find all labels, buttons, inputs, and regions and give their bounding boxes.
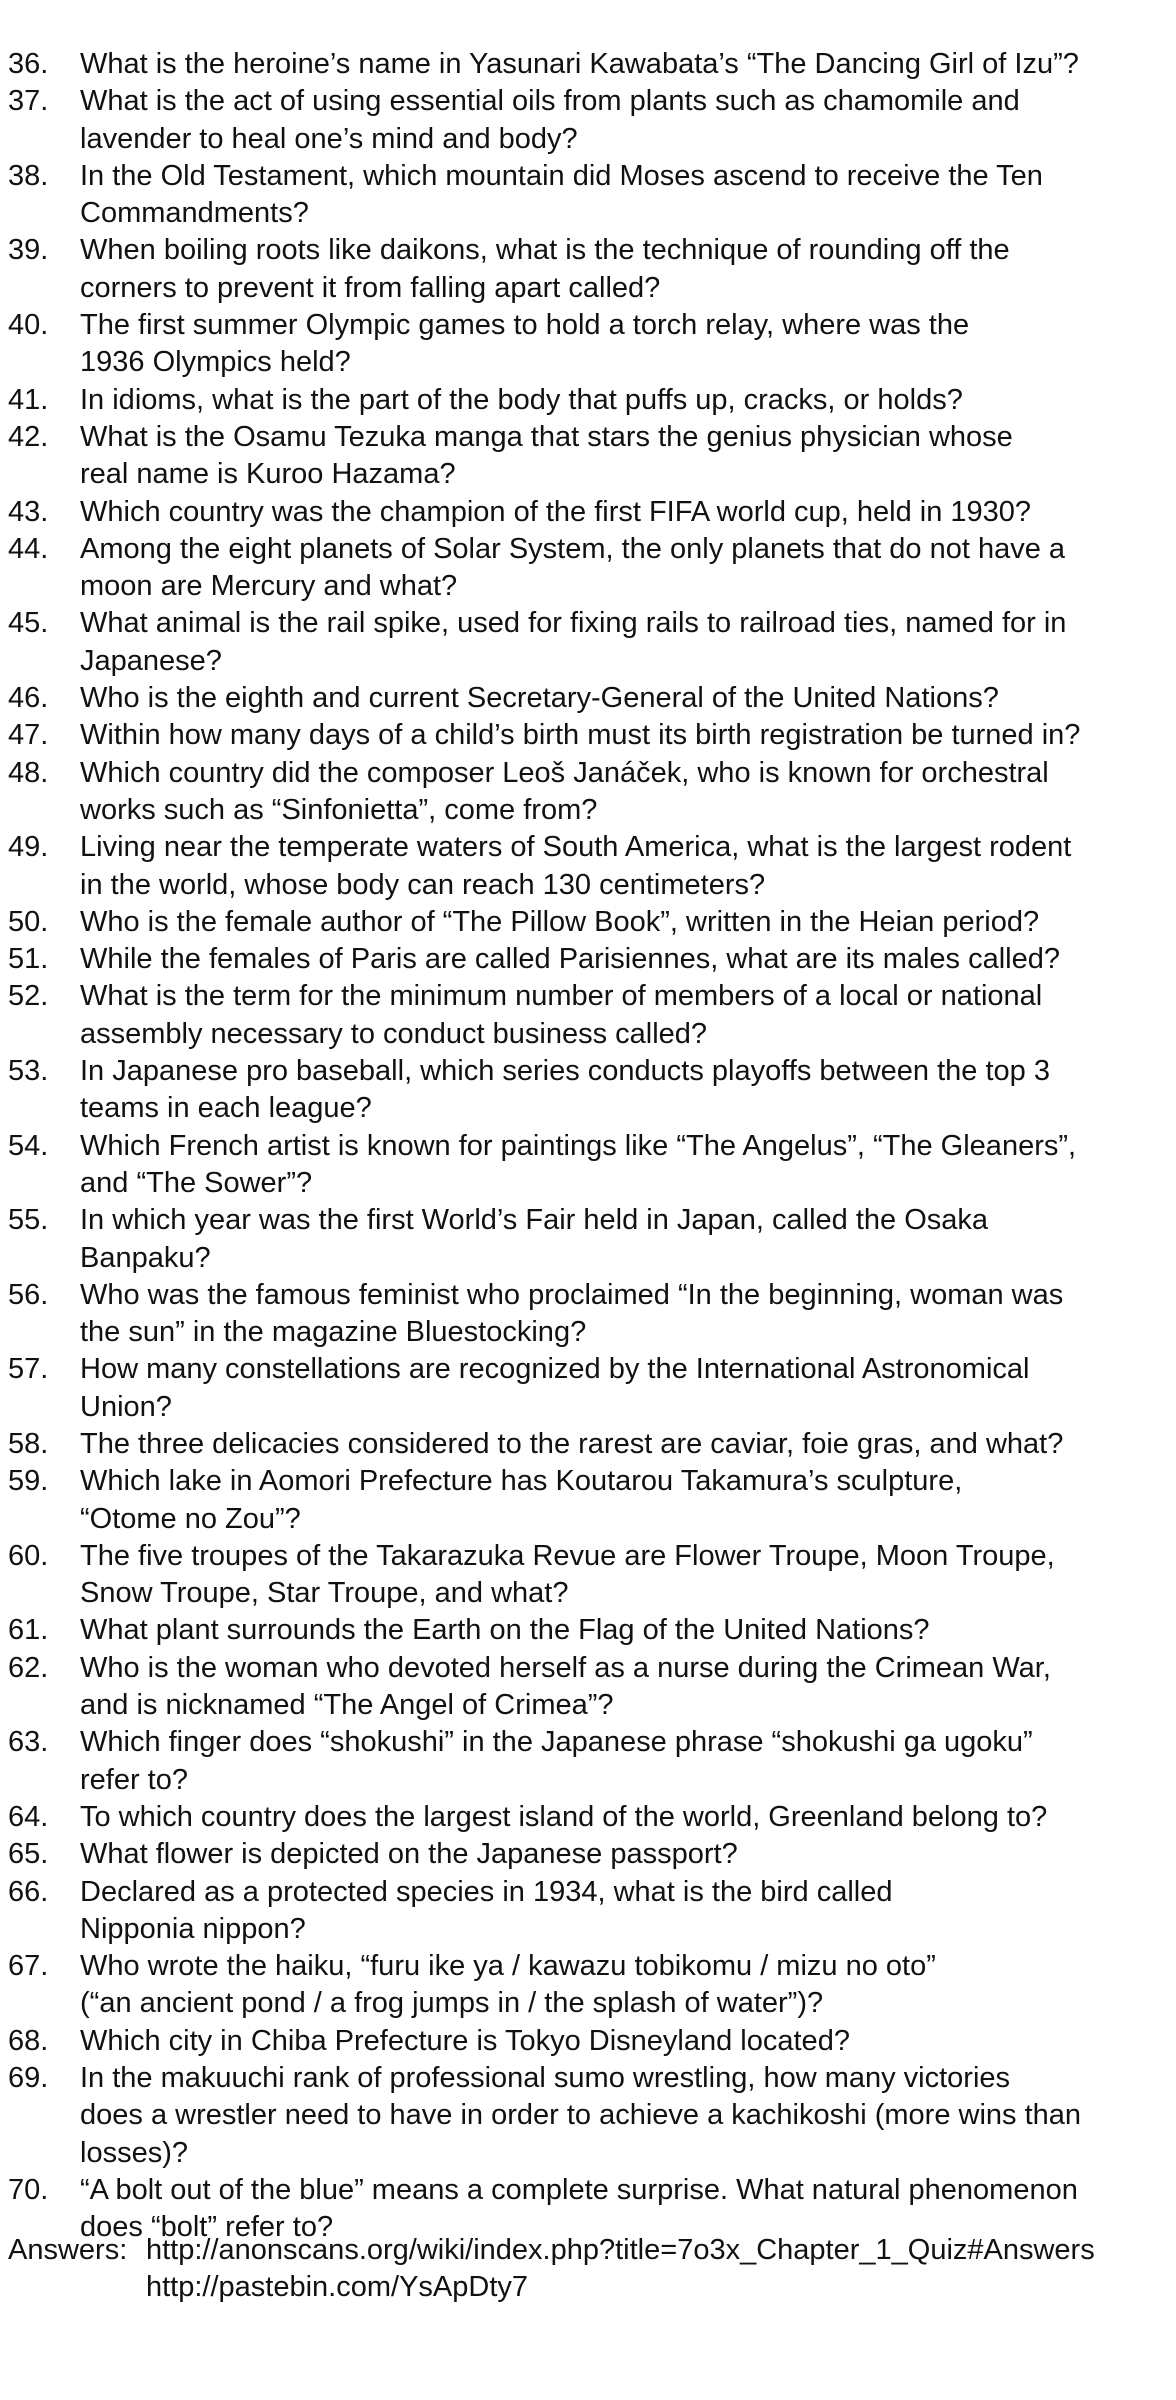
- question-text: In Japanese pro baseball, which series conducts playoffs between the top 3 teams in each league?: [80, 1055, 1050, 1125]
- question-text: When boiling roots like daikons, what is the technique of rounding off the corners to prevent it from falling apart called?: [80, 234, 1010, 304]
- question-text: “A bolt out of the blue” means a complete surprise. What natural phenomenon does “bolt” refer to?: [80, 2173, 1078, 2244]
- question-number: 55.: [8, 1204, 49, 1237]
- question-item: [8, 382, 1168, 419]
- question-text: In idioms, what is the part of the body that puffs up, cracks, or holds?: [80, 383, 963, 416]
- question-number: 50.: [8, 905, 49, 938]
- question-text: Which city in Chiba Prefecture is Tokyo Disneyland located?: [80, 2024, 850, 2057]
- answers-link-wiki[interactable]: http://anonscans.org/wiki/index.php?title=7o3x_Chapter_1_Quiz#Answers: [146, 2234, 1095, 2266]
- question-number: 60.: [8, 1539, 49, 1572]
- question-text: The three delicacies considered to the rarest are caviar, foie gras, and what?: [80, 1427, 1064, 1460]
- question-text: What animal is the rail spike, used for fixing rails to railroad ties, named for in Japanese?: [80, 607, 1067, 677]
- question-text: Among the eight planets of Solar System, the only planets that do not have a moon are Mercury and what?: [80, 532, 1066, 603]
- question-item: [8, 1128, 1168, 1203]
- question-number: 52.: [8, 980, 49, 1013]
- question-number: 61.: [8, 1614, 49, 1647]
- question-text: Who is the eighth and current Secretary-General of the United Nations?: [80, 682, 999, 715]
- question-item: [8, 904, 1168, 941]
- question-item: [8, 83, 1168, 158]
- question-text: Who is the female author of “The Pillow Book”, written in the Heian period?: [80, 905, 1040, 938]
- question-item: [8, 605, 1168, 680]
- question-number: 62.: [8, 1651, 49, 1684]
- question-text: Within how many days of a child’s birth must its birth registration be turned in?: [80, 719, 1081, 752]
- question-number: 37.: [8, 85, 49, 118]
- question-item: [8, 494, 1168, 531]
- question-text: Which finger does “shokushi” in the Japanese phrase “shokushi ga ugoku” refer to?: [80, 1726, 1033, 1796]
- question-number: 39.: [8, 234, 49, 267]
- question-item: [8, 1650, 1168, 1725]
- question-item: [8, 2060, 1168, 2172]
- question-item: [8, 978, 1168, 1053]
- question-number: 40.: [8, 309, 49, 342]
- question-item: [8, 46, 1168, 83]
- answers-links: [146, 2232, 1168, 2307]
- question-item: [8, 1612, 1168, 1649]
- question-number: 36.: [8, 48, 49, 80]
- question-item: [8, 717, 1168, 754]
- question-text: Which lake in Aomori Prefecture has Koutarou Takamura’s sculpture, “Otome no Zou”?: [80, 1465, 963, 1535]
- question-text: The first summer Olympic games to hold a torch relay, where was the 1936 Olympics held?: [80, 309, 970, 379]
- question-text: While the females of Paris are called Parisiennes, what are its males called?: [80, 943, 1061, 976]
- question-item: [8, 1277, 1168, 1352]
- question-text: In the makuuchi rank of professional sumo wrestling, how many victories does a wrestler need to have in order to achieve a kachikoshi (more wins than losses)?: [80, 2062, 1082, 2169]
- question-text: What is the act of using essential oils from plants such as chamomile and lavender to heal one’s mind and body?: [80, 85, 1020, 155]
- question-number: 41.: [8, 383, 49, 416]
- question-item: [8, 419, 1168, 494]
- question-number: 45.: [8, 607, 49, 640]
- question-item: [8, 1724, 1168, 1799]
- question-text: To which country does the largest island of the world, Greenland belong to?: [80, 1800, 1048, 1833]
- question-item: [8, 1799, 1168, 1836]
- question-item: [8, 829, 1168, 904]
- question-number: 63.: [8, 1726, 49, 1759]
- question-item: [8, 1948, 1168, 2023]
- question-number: 64.: [8, 1800, 49, 1833]
- question-number: 42.: [8, 420, 49, 453]
- question-number: 38.: [8, 159, 49, 192]
- question-text: In which year was the first World’s Fair held in Japan, called the Osaka Banpaku?: [80, 1204, 989, 1274]
- question-item: [8, 531, 1168, 606]
- question-text: Living near the temperate waters of South America, what is the largest rodent in the world, whose body can reach 130 centimeters?: [80, 831, 1072, 901]
- question-text: Which country was the champion of the first FIFA world cup, held in 1930?: [80, 495, 1032, 528]
- question-text: Which French artist is known for paintings like “The Angelus”, “The Gleaners”, and “The Sower”?: [80, 1129, 1077, 1199]
- question-number: 59.: [8, 1465, 49, 1498]
- question-text: What is the Osamu Tezuka manga that stars the genius physician whose real name is Kuroo Hazama?: [80, 420, 1013, 491]
- question-item: [8, 232, 1168, 307]
- question-text: How many constellations are recognized by the International Astronomical Union?: [80, 1353, 1030, 1423]
- question-number: 48.: [8, 756, 49, 789]
- question-text: Declared as a protected species in 1934, what is the bird called Nipponia nippon?: [80, 1875, 893, 1945]
- question-number: 54.: [8, 1129, 49, 1162]
- question-item: [8, 158, 1168, 233]
- question-item: [8, 2023, 1168, 2060]
- question-text: The five troupes of the Takarazuka Revue are Flower Troupe, Moon Troupe, Snow Troupe, Star Troupe, and what?: [80, 1539, 1055, 1610]
- question-item: [8, 1351, 1168, 1426]
- question-number: 68.: [8, 2024, 49, 2057]
- question-number: 46.: [8, 682, 49, 715]
- question-item: [8, 1463, 1168, 1538]
- question-text: Who wrote the haiku, “furu ike ya / kawazu tobikomu / mizu no oto” (“an ancient pond / a frog jumps in / the splash of water”)?: [80, 1950, 936, 2020]
- question-number: 53.: [8, 1055, 49, 1088]
- question-number: 44.: [8, 532, 49, 565]
- question-number: 67.: [8, 1950, 49, 1983]
- question-text: In the Old Testament, which mountain did Moses ascend to receive the Ten Commandments?: [80, 159, 1043, 230]
- question-item: [8, 1836, 1168, 1873]
- question-item: [8, 1538, 1168, 1613]
- question-item: [8, 1053, 1168, 1128]
- question-number: 69.: [8, 2062, 49, 2095]
- answers-link-pastebin[interactable]: http://pastebin.com/YsApDty7: [146, 2271, 529, 2304]
- question-list: [8, 46, 1168, 2247]
- question-text: Which country did the composer Leoš Janáček, who is known for orchestral works such as “Sinfonietta”, come from?: [80, 756, 1049, 826]
- question-number: 56.: [8, 1278, 49, 1311]
- question-item: [8, 1202, 1168, 1277]
- question-item: [8, 755, 1168, 830]
- question-text: What flower is depicted on the Japanese passport?: [80, 1838, 738, 1871]
- question-number: 66.: [8, 1875, 49, 1908]
- question-item: [8, 680, 1168, 717]
- question-number: 43.: [8, 495, 49, 528]
- question-item: [8, 1874, 1168, 1949]
- question-number: 51.: [8, 943, 49, 976]
- question-item: [8, 1426, 1168, 1463]
- question-number: 57.: [8, 1353, 49, 1386]
- question-item: [8, 307, 1168, 382]
- question-number: 65.: [8, 1838, 49, 1871]
- question-text: What plant surrounds the Earth on the Flag of the United Nations?: [80, 1614, 930, 1647]
- question-number: 47.: [8, 719, 49, 752]
- question-number: 70.: [8, 2173, 49, 2206]
- question-item: [8, 941, 1168, 978]
- question-text: What is the heroine’s name in Yasunari Kawabata’s “The Dancing Girl of Izu”?: [80, 48, 1079, 80]
- question-text: Who was the famous feminist who proclaimed “In the beginning, woman was the sun” in the magazine Bluestocking?: [80, 1278, 1064, 1349]
- question-text: What is the term for the minimum number of members of a local or national assembly necessary to conduct business called?: [80, 980, 1043, 1050]
- question-number: 58.: [8, 1427, 49, 1460]
- question-text: Who is the woman who devoted herself as a nurse during the Crimean War, and is nicknamed “The Angel of Crimea”?: [80, 1651, 1051, 1722]
- question-number: 49.: [8, 831, 49, 864]
- answers-label: Answers:: [8, 2234, 128, 2266]
